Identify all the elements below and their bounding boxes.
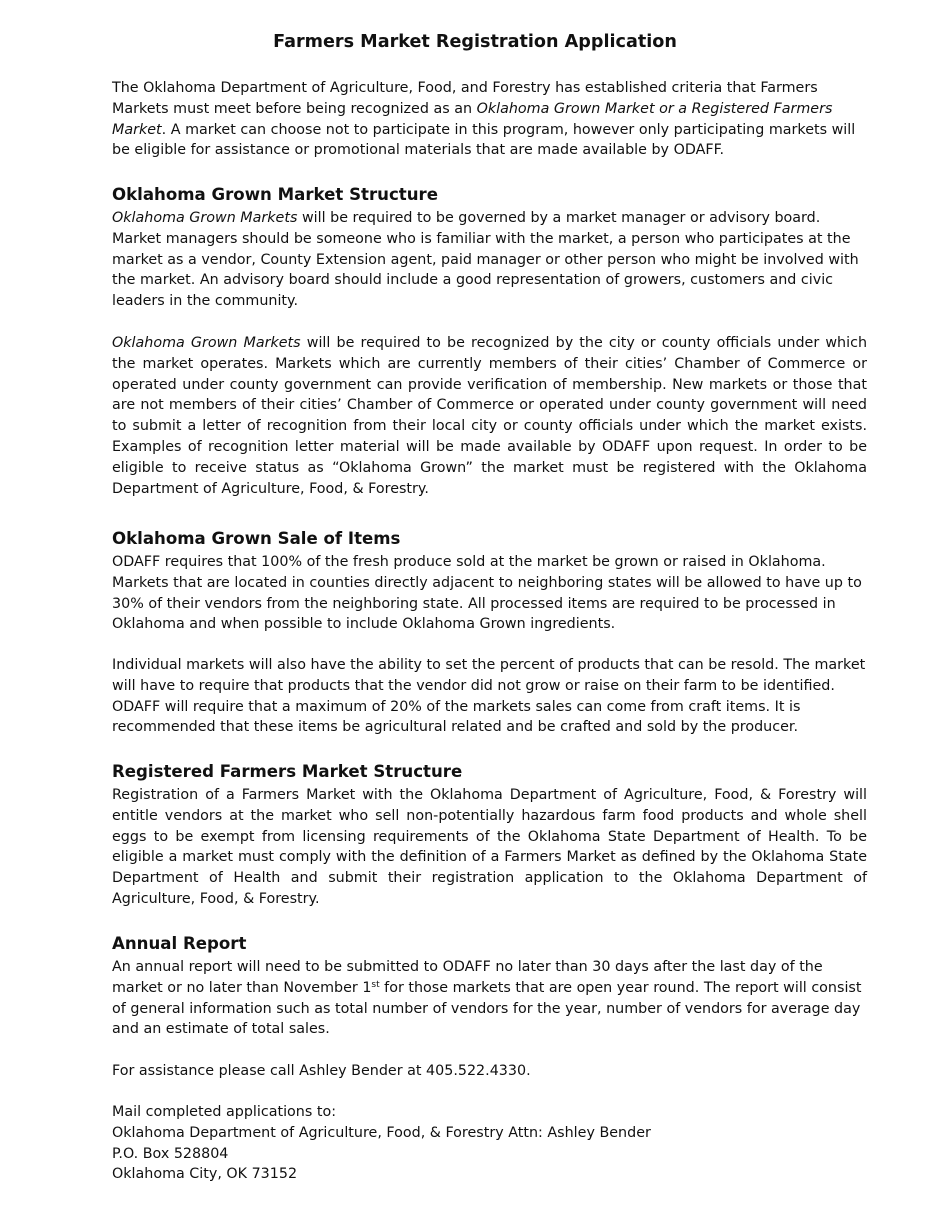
mailing-address [112, 1102, 867, 1185]
section-heading-registered-structure: Registered Farmers Market Structure [112, 762, 463, 781]
annual-ordinal-suffix: st [371, 979, 380, 990]
sale-paragraph-2: Individual markets will also have the ability to set the percent of products that can be resold. The market will have to require that products that the vendor did not grow or raise on their farm to be identified. ODAFF will require that a maximum of 20% of the markets sales can come from craft items. It is recommended that these items be agricultural related and be crafted and sold by the producer. [112, 657, 866, 736]
mail-address-line-2: P.O. Box 528804 [112, 1145, 229, 1162]
intro-emphasis: Oklahoma Grown Market or a Registered Farmers Market [112, 100, 833, 138]
section-heading-market-structure: Oklahoma Grown Market Structure [112, 185, 438, 204]
intro-text-1: The Oklahoma Department of Agriculture, Food, and Forestry has established criteria that Farmers Markets must meet before being recognized as an [112, 80, 818, 117]
intro-paragraph [112, 78, 867, 161]
mail-label: Mail completed applications to: [112, 1104, 337, 1120]
section-heading-annual-report: Annual Report [112, 934, 247, 953]
page-title: Farmers Market Registration Application [273, 32, 677, 52]
annual-report-paragraph [112, 957, 867, 1040]
annual-text-2: for those markets that are open year round. The report will consist of general information such as total number of vendors for the year, number of vendors for average day and an estimate of total sales. [112, 979, 862, 1038]
market-structure-paragraph-1 [112, 208, 867, 312]
mail-address-line-1: Oklahoma Department of Agriculture, Food, & Forestry Attn: Ashley Bender [112, 1124, 651, 1141]
market-structure-emphasis-2: Oklahoma Grown Markets [112, 335, 301, 351]
section-heading-sale-of-items: Oklahoma Grown Sale of Items [112, 529, 401, 548]
annual-text-1: An annual report will need to be submitted to ODAFF no later than 30 days after the last day of the market or no later than November 1 [112, 959, 823, 996]
mail-address-line-3: Oklahoma City, OK 73152 [112, 1166, 298, 1183]
market-structure-paragraph-2 [112, 333, 867, 499]
market-structure-emphasis-1: Oklahoma Grown Markets [112, 210, 298, 226]
assistance-line: For assistance please call Ashley Bender at 405.522.4330. [112, 1063, 531, 1079]
market-structure-text-1: will be required to be governed by a market manager or advisory board. Market managers should be someone who is familiar with the market, a person who participates at the market as a vendor, County Extension agent, paid manager or other person who might be involved with the market. An advisory board should include a good representation of growers, customers and civic leaders in the community. [112, 210, 859, 310]
sale-paragraph-1: ODAFF requires that 100% of the fresh produce sold at the market be grown or raised in Oklahoma. Markets that are located in counties directly adjacent to neighboring states will be allowed to have up to 30% of their vendors from the neighboring state. All processed items are required to be processed in Oklahoma and when possible to include Oklahoma Grown ingredients. [112, 554, 862, 633]
registered-paragraph: Registration of a Farmers Market with the Oklahoma Department of Agriculture, Food, & Forestry will entitle vendors at the market who sell non-potentially hazardous farm food products and whole shell eggs to be exempt from licensing requirements of the Oklahoma State Department of Health. To be eligible a market must comply with the definition of a Farmers Market as defined by the Oklahoma State Department of Health and submit their registration application to the Oklahoma Department of Agriculture, Food, & Forestry. [112, 787, 867, 907]
market-structure-text-2: will be required to be recognized by the city or county officials under which the market operates. Markets which are currently members of their cities’ Chamber of Commerce or operated under county government can provide verification of membership. New markets or those that are not members of their cities’ Chamber of Commerce or operated under county government will need to submit a letter of recognition from their local city or county officials under which the market exists. Examples of recognition letter material will be made available by ODAFF upon request. In order to be eligible to receive status as “Oklahoma Grown” the market must be registered with the Oklahoma Department of Agriculture, Food, & Forestry. [112, 335, 867, 497]
intro-text-2: . A market can choose not to participate in this program, however only participating markets will be eligible for assistance or promotional materials that are made available by ODAFF. [112, 121, 856, 159]
